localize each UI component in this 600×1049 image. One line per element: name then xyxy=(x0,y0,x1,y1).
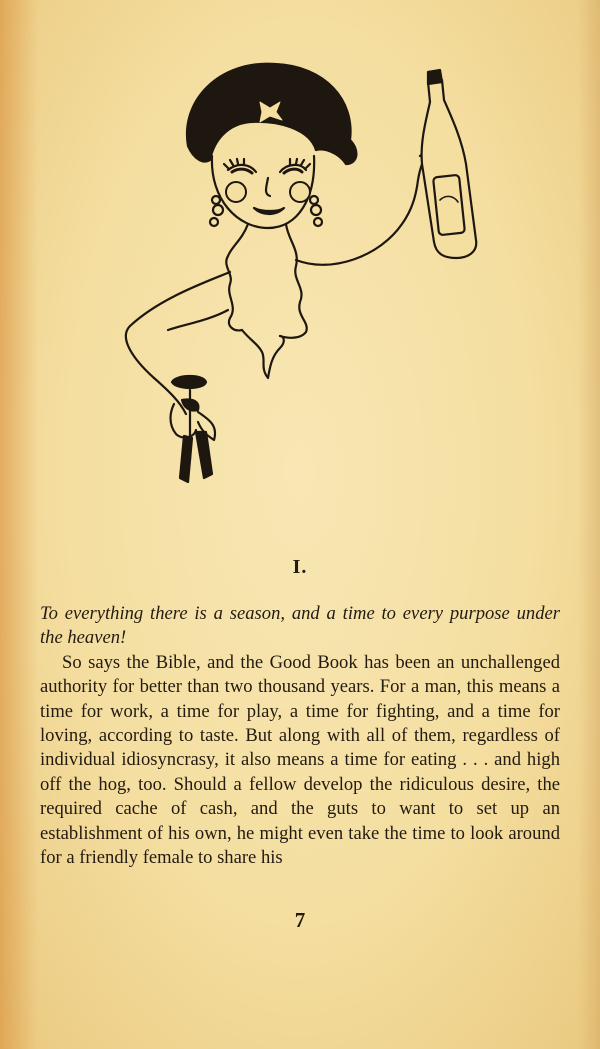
wine-bottle-icon xyxy=(422,80,477,258)
body-text xyxy=(40,602,560,870)
mouth xyxy=(254,208,284,214)
woman-with-bottle-illustration xyxy=(110,60,500,520)
chapter-number: I. xyxy=(292,556,308,578)
epigraph-quote: To everything there is a season, and a time to every purpose under the heaven! xyxy=(40,603,560,649)
corkscrew-icon xyxy=(171,376,216,482)
page-number: 7 xyxy=(294,908,306,932)
body-paragraph: So says the Bible, and the Good Book has been an unchallenged authority for better than two thousand years. For a man, this means a time for work, a time for play, a time for fighting, and a time for loving, according to taste. But along with all of them, regardless of individual idiosyncrasy, it also means a time for eating . . . and high off the hog, too. Should a fellow develop the ridiculous desire, the required cache of cash, and the guts to want to set up an establishment of his own, he might even take the time to look around for a friendly female to share his xyxy=(40,651,560,869)
